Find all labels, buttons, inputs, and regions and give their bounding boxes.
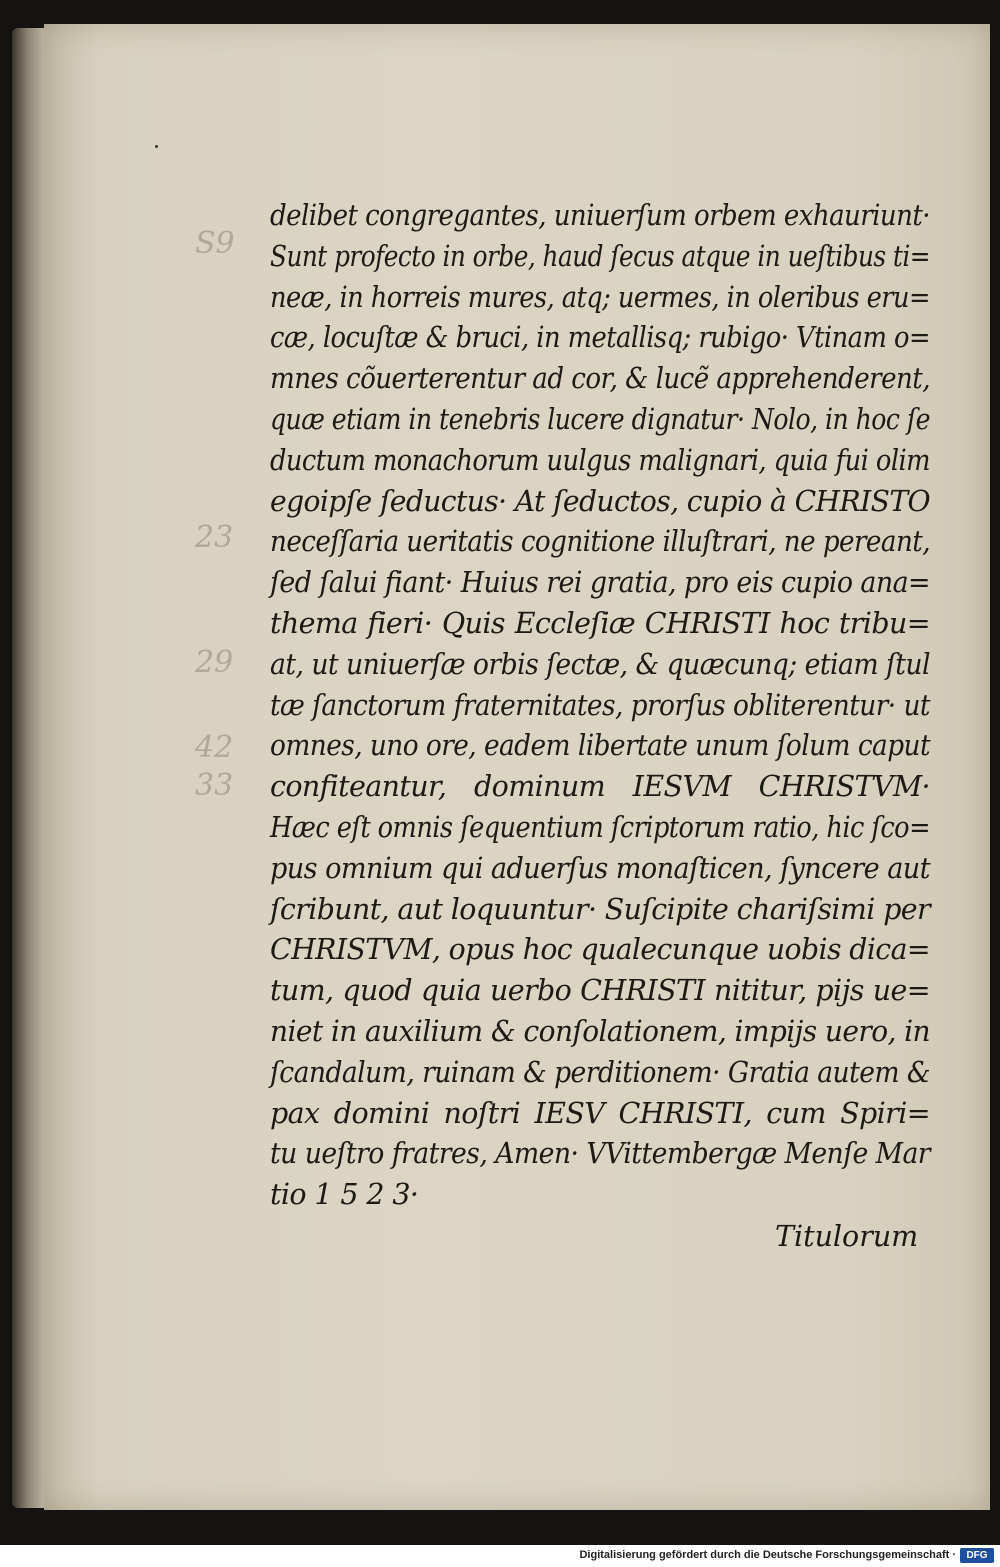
- text-line: tio 1 5 2 3·: [270, 1178, 419, 1212]
- text-line: Sunt profecto in orbe, haud ſecus atque in ueſtibus ti=: [270, 239, 930, 273]
- text-line: quæ etiam in tenebris lucere dignatur· Nolo, in hoc ſe: [270, 402, 930, 436]
- text-line: at, ut uniuerſæ orbis ſectæ, & quæcunq; etiam ſtul: [270, 647, 930, 681]
- text-line: neceſſaria ueritatis cognitione illuſtrari, ne pereant,: [270, 525, 930, 559]
- text-line: egoipſe ſeductus· At ſeductos, cupio à CHRISTO: [270, 484, 930, 518]
- text-line: cæ, locuſtæ & bruci, in metallisq; rubigo· Vtinam o=: [270, 321, 930, 355]
- dust-speck: [155, 145, 158, 148]
- margin-mark: 23: [195, 520, 234, 555]
- body-text: [270, 196, 930, 1216]
- text-line: CHRISTVM, opus hoc qualecunque uobis dica=: [270, 933, 930, 967]
- funding-credit: Digitalisierung gefördert durch die Deutsche Forschungsgemeinschaft ·: [579, 1549, 956, 1561]
- text-line: ſcandalum, ruinam & perditionem· Gratia autem &: [270, 1055, 930, 1089]
- text-line: Hæc eſt omnis ſequentium ſcriptorum ratio, hic ſco=: [270, 810, 930, 844]
- text-line: ſcribunt, aut loquuntur· Suſcipite chariſsimi per: [270, 892, 930, 926]
- margin-mark: 33: [195, 768, 234, 803]
- text-line: neæ, in horreis mures, atq; uermes, in oleribus eru=: [270, 280, 930, 314]
- text-line: delibet congregantes, uniuerſum orbem exhauriunt·: [270, 199, 930, 232]
- footer-bar: [0, 1545, 1000, 1567]
- text-line: tu ueſtro fratres, Amen· VVittembergæ Menſe Mar: [270, 1137, 930, 1171]
- margin-mark: S9: [195, 226, 235, 261]
- text-line: confiteantur, dominum IESVM CHRISTVM·: [270, 770, 930, 804]
- text-line: niet in auxilium & conſolationem, impijs uero, in: [270, 1014, 930, 1048]
- text-line: mnes cõuerterentur ad cor, & lucẽ apprehenderent,: [270, 362, 930, 396]
- text-line: thema fieri· Quis Eccleſiæ CHRISTI hoc tribu=: [270, 606, 930, 640]
- text-line: ſed ſalui fiant· Huius rei gratia, pro eis cupio ana=: [270, 566, 930, 600]
- text-line: pax domini noſtri IESV CHRISTI, cum Spiri=: [270, 1096, 930, 1130]
- text-line: ductum monachorum uulgus malignari, quia fui olim: [270, 443, 930, 477]
- catchword: Titulorum: [775, 1220, 919, 1253]
- text-line: omnes, uno ore, eadem libertate unum ſolum caput: [270, 729, 930, 763]
- text-line: tum, quod quia uerbo CHRISTI nititur, pijs ue=: [270, 974, 930, 1008]
- text-line: tæ ſanctorum fraternitates, prorſus obliterentur· ut: [270, 688, 930, 722]
- margin-mark: 29: [195, 645, 234, 680]
- margin-mark: 42: [195, 730, 234, 765]
- text-line: pus omnium qui aduerſus monaſticen, ſyncere aut: [270, 851, 930, 885]
- dfg-logo: DFG: [960, 1548, 994, 1563]
